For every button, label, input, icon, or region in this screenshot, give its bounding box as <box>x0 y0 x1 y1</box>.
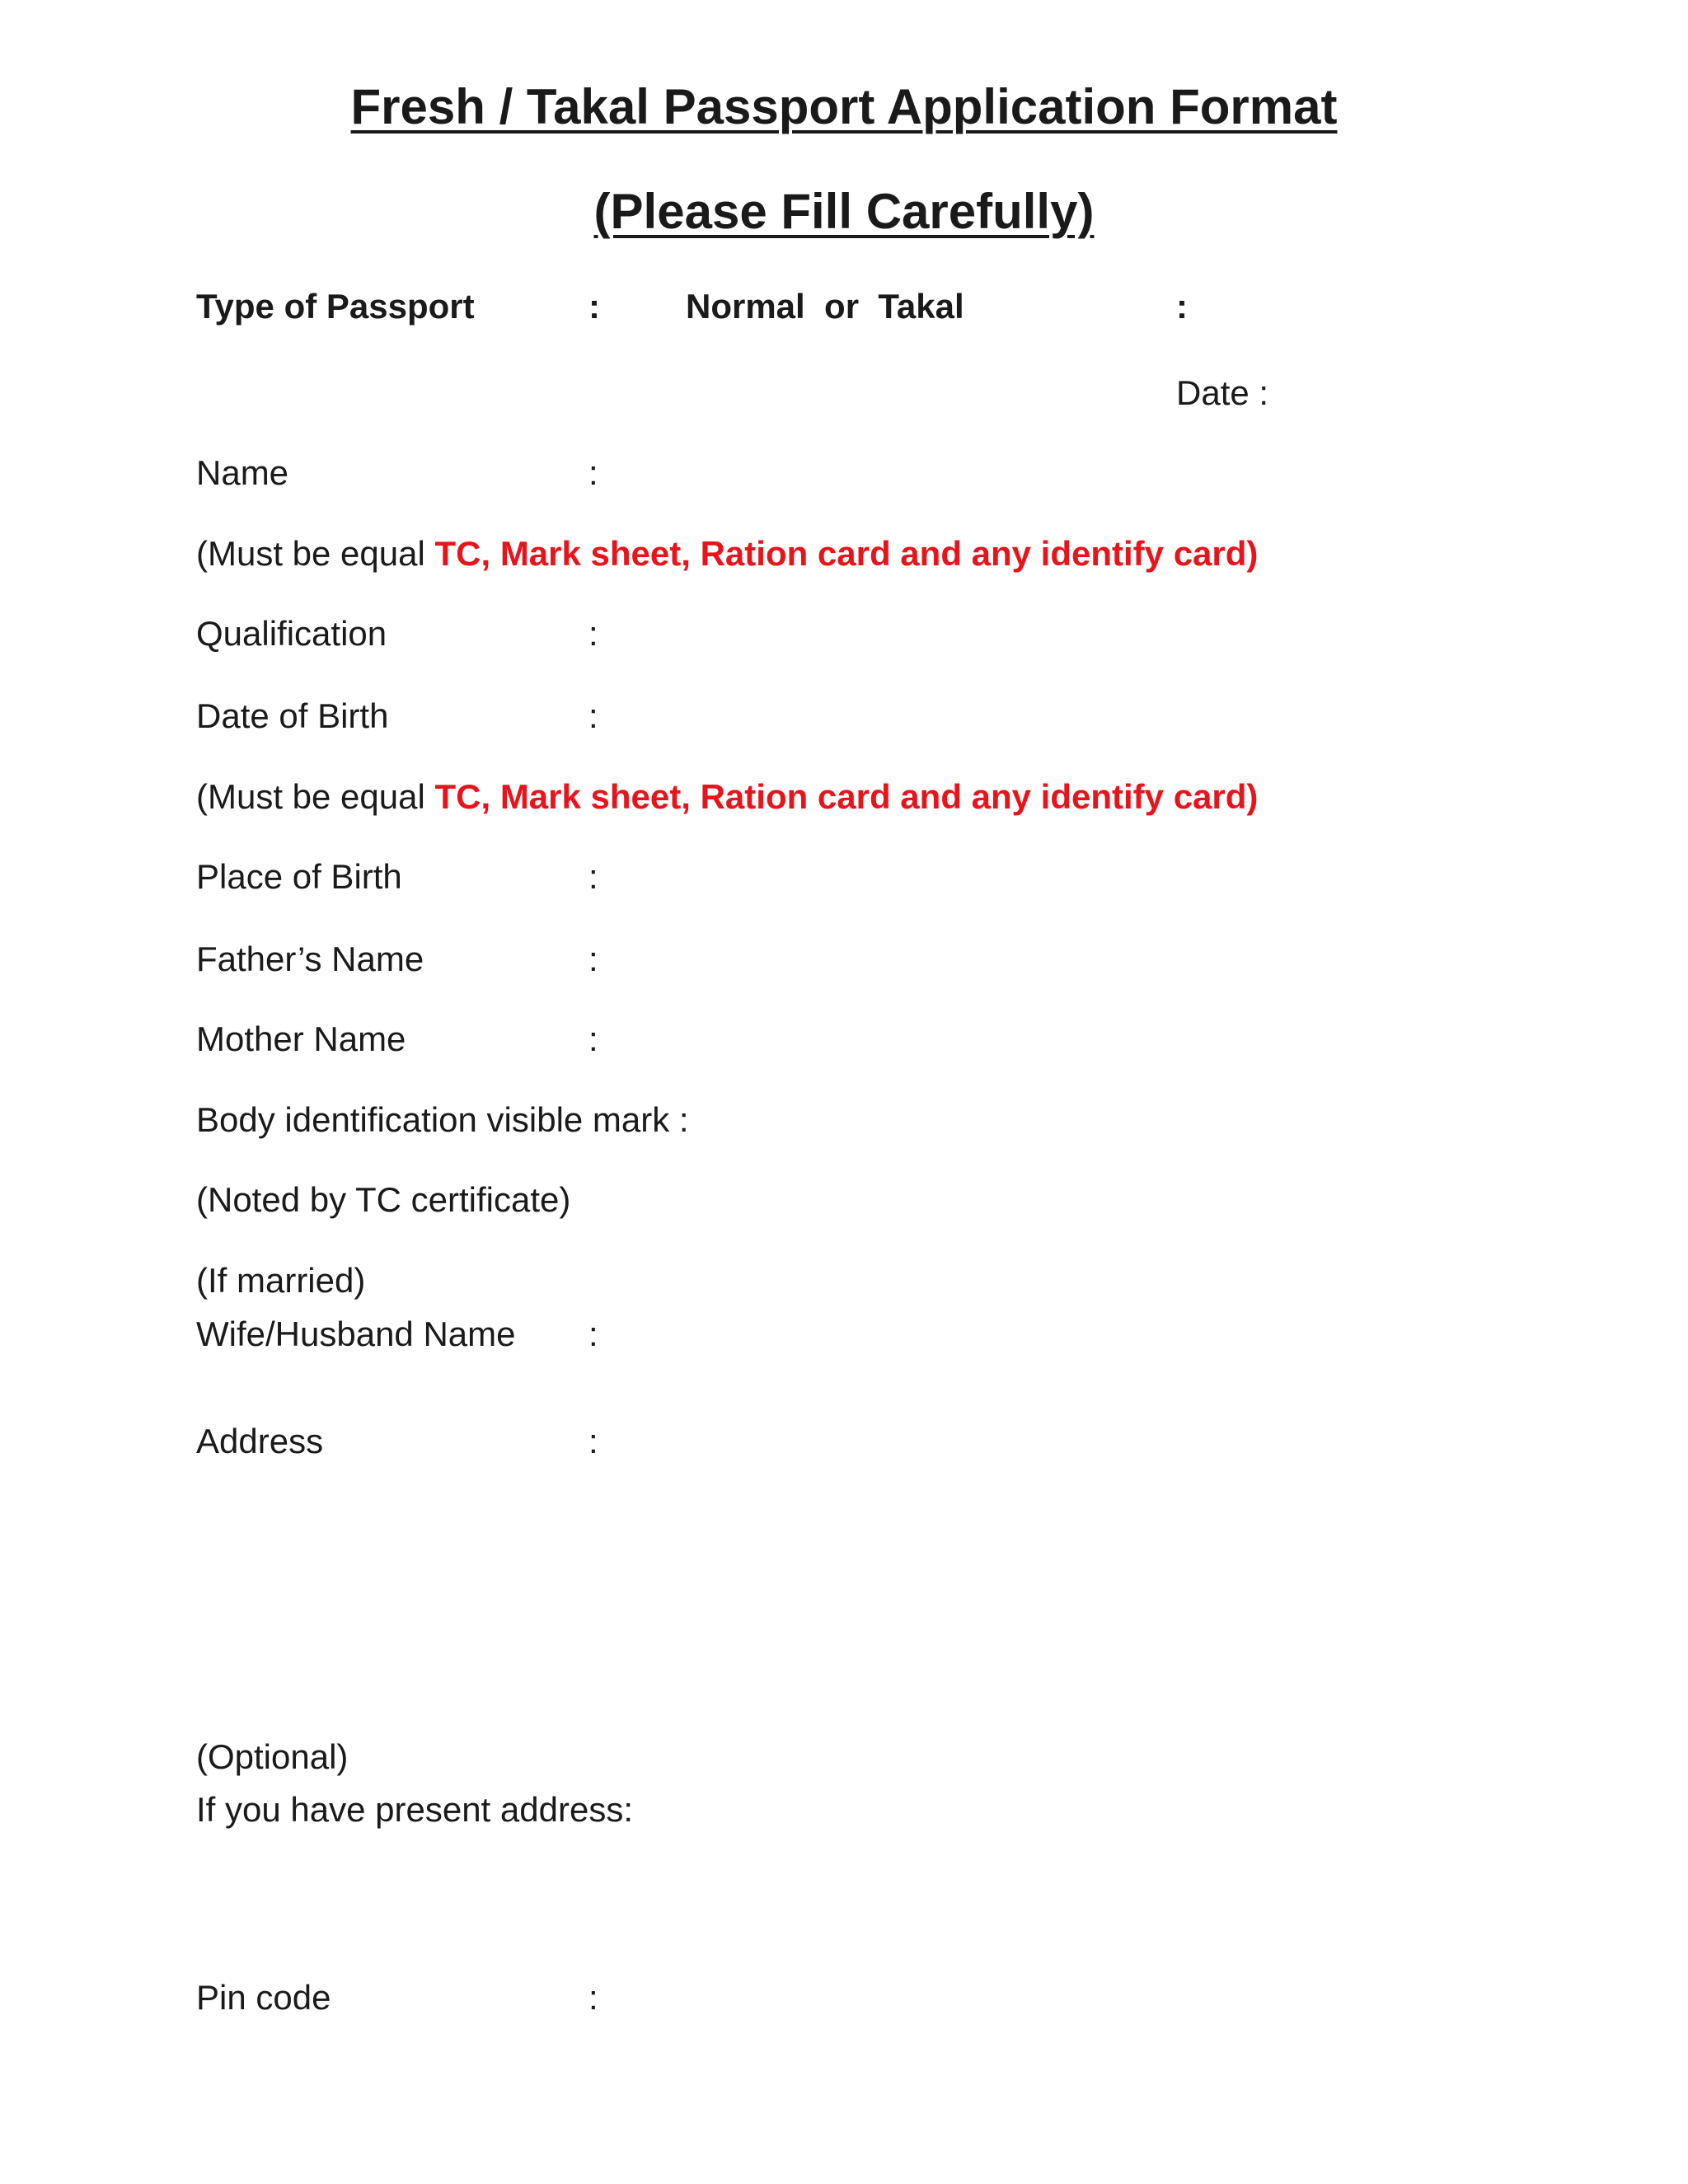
dob-must-equal-note <box>196 777 1258 817</box>
passport-type-label: Type of Passport <box>196 287 475 326</box>
note-documents: TC, Mark sheet, Ration card and any identify card) <box>434 534 1259 573</box>
pin-code-colon: : <box>588 1978 598 2017</box>
pin-code-label: Pin code <box>196 1978 331 2017</box>
mother-name-colon: : <box>588 1019 598 1058</box>
address-label: Address <box>196 1422 324 1460</box>
dob-colon: : <box>588 696 598 735</box>
passport-type-colon-2: : <box>1176 287 1188 326</box>
name-must-equal-note <box>196 534 1258 574</box>
note-documents: TC, Mark sheet, Ration card and any identify card) <box>434 777 1259 816</box>
qualification-colon: : <box>588 614 598 653</box>
body-mark-label: Body identification visible mark : <box>196 1100 689 1139</box>
dob-label: Date of Birth <box>196 696 389 735</box>
qualification-label: Qualification <box>196 614 387 653</box>
passport-type-options: Normal or Takal <box>686 287 964 326</box>
name-label: Name <box>196 453 289 492</box>
father-name-label: Father’s Name <box>196 940 424 978</box>
note-prefix: (Must be equal <box>196 534 435 573</box>
form-subtitle: (Please Fill Carefully) <box>593 184 1095 239</box>
mother-name-label: Mother Name <box>196 1019 406 1058</box>
if-married-note: (If married) <box>196 1261 366 1300</box>
present-address-label: If you have present address: <box>196 1790 633 1829</box>
optional-note: (Optional) <box>196 1737 349 1776</box>
form-title: Fresh / Takal Passport Application Format <box>350 79 1338 134</box>
noted-by-tc-note: (Noted by TC certificate) <box>196 1180 571 1219</box>
date-label: Date : <box>1176 373 1269 412</box>
address-colon: : <box>588 1422 598 1460</box>
wife-husband-colon: : <box>588 1315 598 1353</box>
place-of-birth-colon: : <box>588 857 598 896</box>
note-prefix: (Must be equal <box>196 777 435 816</box>
place-of-birth-label: Place of Birth <box>196 857 402 896</box>
name-colon: : <box>588 453 598 492</box>
father-name-colon: : <box>588 940 598 978</box>
passport-type-colon: : <box>588 287 600 326</box>
wife-husband-label: Wife/Husband Name <box>196 1315 516 1353</box>
